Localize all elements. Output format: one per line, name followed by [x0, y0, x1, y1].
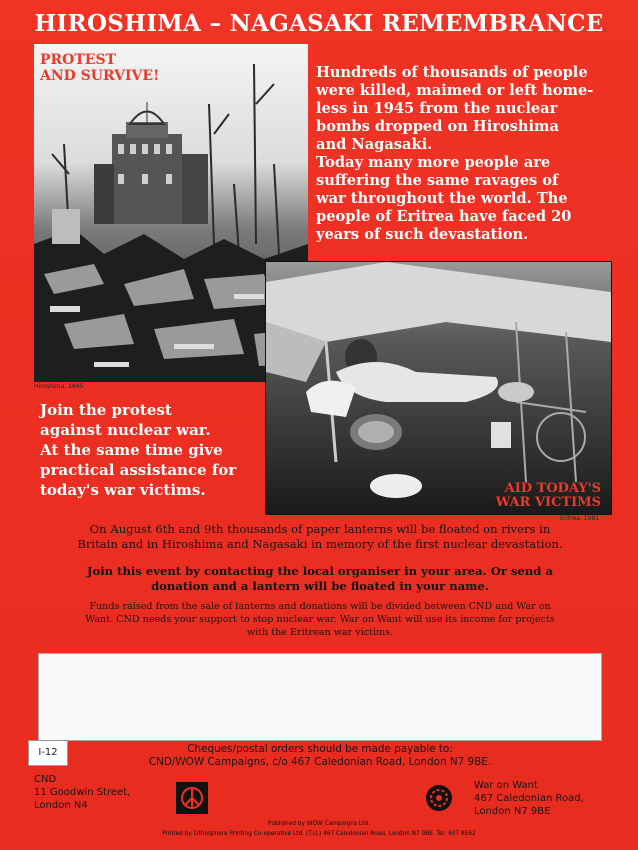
cnd-address: [34, 773, 130, 812]
overlay-line: AND SURVIVE!: [40, 68, 160, 84]
overlay-line: PROTEST: [40, 52, 116, 68]
cheques-line: CND/WOW Campaigns, c/o 467 Caledonian Road, London N7 9BE.: [148, 756, 492, 768]
paragraph-line: Want. CND needs your support to stop nuclear war. War on Want will use its income for projects: [85, 614, 555, 625]
join-event-paragraph: [40, 564, 600, 594]
paragraph-line: donation and a lantern will be floated in your name.: [151, 579, 489, 593]
peace-symbol-icon: [176, 782, 208, 814]
blank-address-box: [38, 653, 602, 741]
catalog-tag: I-12: [28, 740, 68, 766]
war-on-want-logo-icon: [425, 784, 453, 812]
printed-by: Printed by Lithosphere Printing Co-operative Ltd. (T.U.) 467 Caledonian Road, London N7 9BE. Tel: 607 8562: [162, 831, 476, 837]
intro-line: less in 1945 from the nuclear: [316, 100, 558, 117]
published-by: Published by WOW Campaigns Ltd.: [268, 821, 370, 827]
address-line: CND: [34, 774, 57, 785]
address-line: 11 Goodwin Street,: [34, 787, 131, 798]
address-line: London N7 9BE: [474, 806, 551, 817]
intro-line: suffering the same ravages of: [316, 172, 559, 189]
hiroshima-caption: Hiroshima, 1945: [34, 383, 84, 390]
eritrea-photo: [265, 261, 612, 515]
join-line: today's war victims.: [40, 481, 206, 499]
eritrea-shelter-image: [266, 262, 611, 514]
join-line: practical assistance for: [40, 461, 237, 479]
paragraph-line: Funds raised from the sale of lanterns and donations will be divided between CND and War on: [89, 601, 551, 612]
intro-line: Today many more people are: [316, 154, 551, 171]
overlay-line: AID TODAY'S: [504, 481, 601, 496]
intro-line: Hundreds of thousands of people: [316, 64, 588, 81]
paragraph-line: with the Eritrean war victims.: [246, 627, 394, 638]
paragraph-line: Join this event by contacting the local organiser in your area. Or send a: [87, 564, 553, 578]
war-on-want-address: [474, 779, 584, 818]
join-line: against nuclear war.: [40, 421, 211, 439]
paragraph-line: On August 6th and 9th thousands of paper lanterns will be floated on rivers in: [89, 522, 551, 536]
intro-line: and Nagasaki.: [316, 136, 433, 153]
funds-paragraph: [40, 600, 600, 639]
protest-and-survive-overlay: [40, 52, 159, 84]
intro-line: were killed, maimed or left home-: [316, 82, 594, 99]
join-line: Join the protest: [40, 401, 172, 419]
overlay-line: WAR VICTIMS: [495, 495, 601, 510]
intro-line: war throughout the world. The: [316, 190, 568, 207]
intro-line: people of Eritrea have faced 20: [316, 208, 572, 225]
paragraph-line: Britain and in Hiroshima and Nagasaki in memory of the first nuclear devastation.: [77, 537, 563, 551]
aid-war-victims-overlay: [496, 482, 601, 510]
poster-title: HIROSHIMA – NAGASAKI REMEMBRANCE: [34, 10, 604, 37]
lanterns-paragraph: [40, 522, 600, 552]
cheques-info: [100, 743, 540, 769]
intro-line: bombs dropped on Hiroshima: [316, 118, 559, 135]
join-protest-text: [40, 400, 260, 500]
eritrea-caption: Eritrea, 1981: [560, 515, 600, 522]
intro-text: [316, 64, 608, 244]
address-line: 467 Caledonian Road,: [474, 793, 584, 804]
address-line: War on Want: [474, 780, 538, 791]
cheques-line: Cheques/postal orders should be made payable to:: [187, 743, 453, 755]
address-line: London N4: [34, 800, 88, 811]
intro-line: years of such devastation.: [316, 226, 529, 243]
join-line: At the same time give: [40, 441, 223, 459]
